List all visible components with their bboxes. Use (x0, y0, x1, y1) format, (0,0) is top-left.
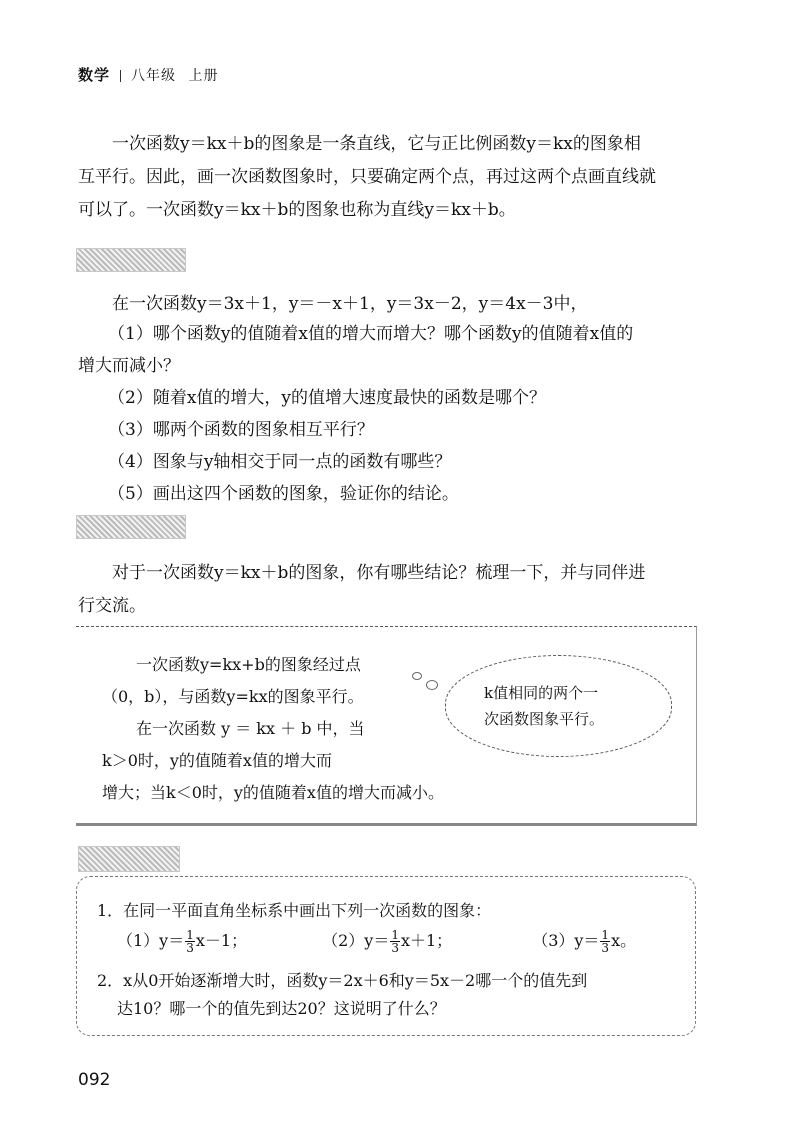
summary-line-3: 在一次函数 y ＝ kx ＋ b 中，当 (136, 719, 365, 738)
fraction-denominator: 3 (186, 941, 194, 955)
intro-line-1: 一次函数y＝kx＋b的图象是一条直线，它与正比例函数y＝kx的图象相 (112, 134, 641, 154)
item2-prefix: （2）y＝ (322, 931, 390, 950)
page-number: 092 (78, 1070, 111, 1090)
item2-suffix: x＋1； (400, 931, 453, 950)
item1-prefix: （1）y＝ (117, 931, 185, 950)
section1-questions (78, 318, 698, 510)
exercise-1-item-3 (532, 929, 682, 954)
cloud-line-2: 次函数图象平行。 (484, 710, 605, 728)
header-volume: 上册 (188, 68, 219, 84)
fraction (185, 929, 195, 954)
item3-prefix: （3）y＝ (532, 931, 600, 950)
header-grade: 八年级 (131, 68, 177, 84)
intro-paragraph (78, 128, 698, 227)
thought-cloud (445, 655, 672, 757)
summary-line-5: 增大；当k＜0时，y的值随着x值的增大而减小。 (102, 783, 444, 802)
running-header (78, 64, 218, 85)
summary-line-1: 一次函数y=kx+b的图象经过点 (136, 655, 361, 674)
header-subject: 数学 (78, 66, 111, 84)
question-1a: （1）哪个函数y的值随着x值的增大而增大？哪个函数y的值随着x值的 (108, 324, 634, 344)
fraction-numerator: 1 (186, 928, 194, 942)
fraction (600, 929, 610, 954)
section2-line-1: 对于一次函数y＝kx＋b的图象，你有哪些结论？梳理一下，并与同伴进 (112, 563, 646, 583)
question-1b: 增大而减小？ (78, 356, 180, 376)
exercise-1: 1．在同一平面直角坐标系中画出下列一次函数的图象： (97, 901, 492, 920)
summary-line-2: （0，b），与函数y=kx的图象平行。 (102, 687, 364, 706)
fraction-denominator: 3 (601, 941, 610, 955)
header-separator (120, 70, 121, 82)
item3-suffix: x。 (611, 931, 637, 950)
section2-paragraph (78, 557, 698, 623)
exercise-2-line-1: 2．x从0开始逐渐增大时，函数y＝2x＋6和y＝5x－2哪一个的值先到 (97, 971, 588, 990)
fraction-numerator: 1 (391, 928, 399, 942)
section-tag-think (76, 248, 186, 272)
thought-bubble-dot (426, 680, 438, 690)
section2-line-2: 行交流。 (78, 596, 146, 616)
question-5: （5）画出这四个函数的图象，验证你的结论。 (108, 484, 459, 504)
section-tag-discuss (76, 515, 186, 539)
fraction (390, 929, 400, 954)
cloud-line-1: k值相同的两个一 (484, 684, 599, 702)
exercise-box (76, 876, 696, 1036)
section-tag-exercise (78, 846, 180, 872)
intro-line-2: 互平行。因此，画一次函数图象时，只要确定两个点，再过这两个点画直线就 (78, 167, 656, 187)
cloud-text (484, 680, 644, 732)
item1-suffix: x－1； (195, 931, 248, 950)
exercise-1-item-1 (117, 929, 317, 954)
question-4: （4）图象与y轴相交于同一点的函数有哪些？ (108, 452, 452, 472)
fraction-denominator: 3 (391, 941, 399, 955)
thought-bubble-dot (412, 672, 422, 680)
question-2: （2）随着x值的增大，y的值增大速度最快的函数是哪个？ (108, 388, 547, 408)
exercise-1-items (117, 929, 697, 954)
exercise-2-line-2: 达10？哪一个的值先到达20？这说明了什么？ (117, 999, 446, 1018)
question-3: （3）哪两个函数的图象相互平行？ (108, 420, 374, 440)
fraction-numerator: 1 (601, 928, 610, 942)
section1-intro: 在一次函数y＝3x＋1，y＝－x＋1，y＝3x－2，y＝4x－3中， (112, 294, 588, 314)
summary-line-4: k＞0时，y的值随着x值的增大而 (102, 751, 332, 770)
exercise-1-item-2 (322, 929, 527, 954)
intro-line-3: 可以了。一次函数y＝kx＋b的图象也称为直线y＝kx＋b。 (78, 200, 516, 220)
